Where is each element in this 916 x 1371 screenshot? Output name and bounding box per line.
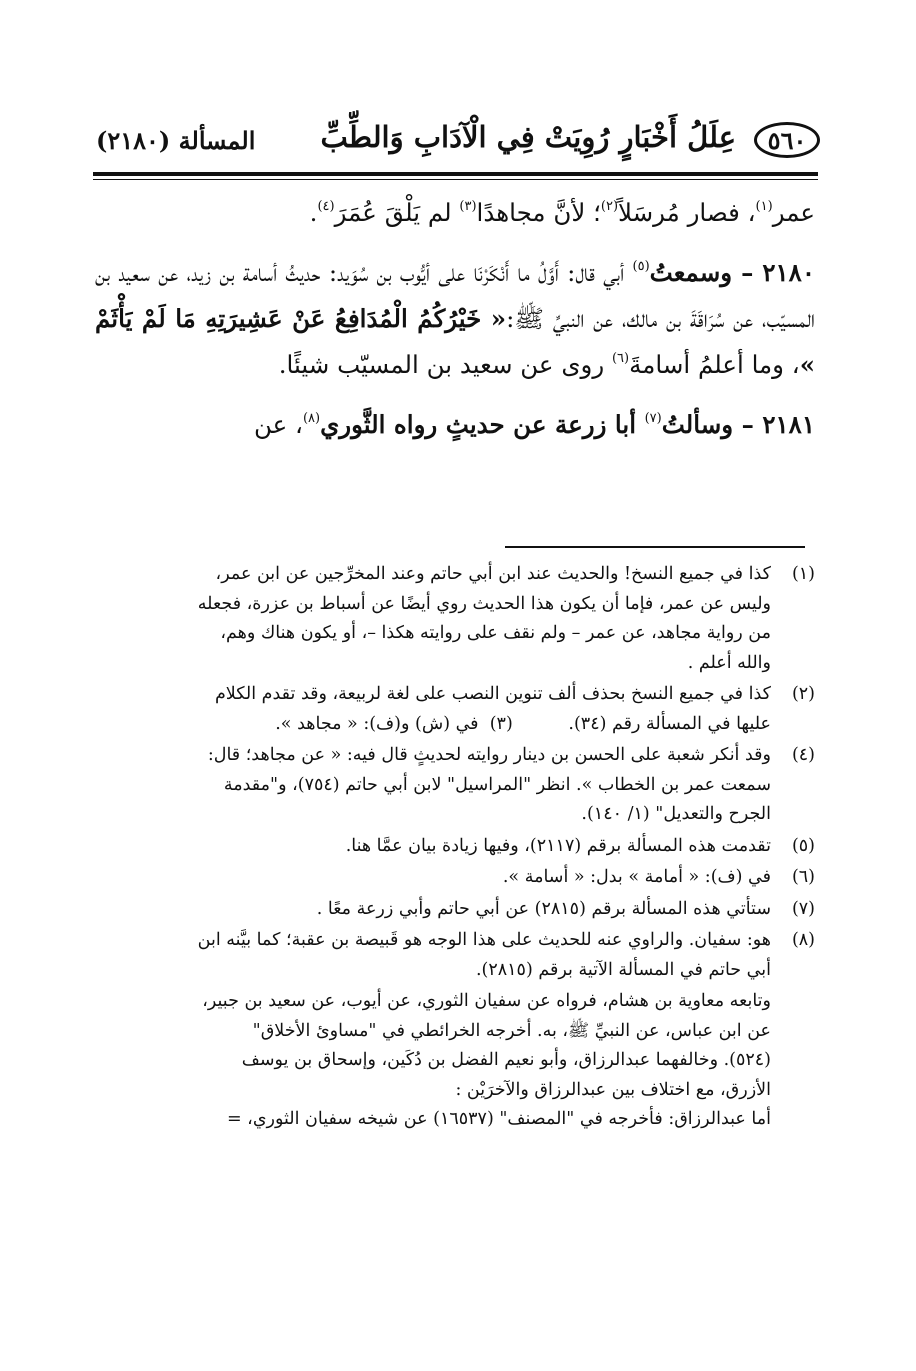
issue-2181-number: ٢١٨١ – وسألتُ — [661, 410, 815, 439]
footnote-5: (٥) تقدمت هذه المسألة برقم (٢١١٧)، وفيها زيادة بيان عمَّا هنا. — [95, 832, 815, 862]
footnote-ref-6[interactable]: (٦) — [611, 351, 630, 366]
header-rule-thin — [93, 179, 818, 180]
footnote-ref-8[interactable]: (٨) — [302, 411, 321, 426]
footnote-number: (٤) — [791, 745, 815, 765]
text-line-1: عمر$^{(١)}$، فصار مُرسَلاً$^{(٢)}$؛ لأنَّ مجاهدًا$^{(٣)}$ لم يَلْقَ عُمَرَ$^{(٤)}$. — [309, 198, 815, 227]
page-number-text: ٥٦٠ — [767, 125, 807, 155]
footnote-ref-7[interactable]: (٧) — [644, 411, 662, 426]
issue-label: المسألة (٢١٨٠) — [96, 126, 256, 155]
footnote-number: (١) — [791, 564, 815, 584]
footnote-6: (٦) في (ف): « أمامة » بدل: « أسامة ». — [95, 863, 815, 893]
footnote-ref-1[interactable]: (١) — [755, 199, 773, 214]
page-header — [90, 118, 820, 166]
hadith-text: « خَيْرُكُمُ الْمُدَافِعُ عَنْ عَشِيرَتِهِ مَا لَمْ يَأْثَمْ » — [95, 304, 815, 379]
footnote-3: (٣) في (ش) و(ف): « مجاهد ». — [275, 713, 513, 734]
footnote-4: (٤) وقد أنكر شعبة على الحسن بن دينار روايته لحديثٍ قال فيه: « عن مجاهد؛ قال: سمعت عمر بن الخطاب ». انظر "المراسيل" لابن أبي حاتم (٧٥٤)، و"مقدمة الجرح والتعديل" (١/ ١٤٠). — [95, 741, 815, 830]
footnote-number: (٧) — [791, 898, 815, 919]
issue-2180-number: ٢١٨٠ – وسمعتُ — [649, 258, 815, 287]
main-text — [95, 190, 815, 448]
page-number — [754, 122, 820, 158]
footnote-number: (٨) — [791, 930, 815, 950]
footnote-7: (٧) ستأتي هذه المسألة برقم (٢٨١٥) عن أبي حاتم وأبي زرعة معًا . — [95, 895, 815, 925]
footnote-2: (٢) كذا في جميع النسخ بحذف ألف تنوين النصب على لغة لربيعة، وقد تقدم الكلام عليها في المسألة رقم (٣٤). (٣) في (ش) و(ف): « مجاهد ». — [95, 680, 815, 739]
footnote-ref-3[interactable]: (٣) — [459, 199, 477, 214]
footnote-8: (٨) هو: سفيان. والراوي عنه للحديث على هذا الوجه هو قَبيصة بن عقبة؛ كما بيَّنه ابن أبي حاتم في المسألة الآتية برقم (٢٨١٥). — [95, 926, 815, 985]
header-rule-thick — [93, 172, 818, 176]
footnote-separator — [505, 546, 805, 548]
footnote-ref-4[interactable]: (٤) — [317, 199, 335, 214]
footnote-number: (٣) — [489, 713, 513, 734]
footnote-number: (٦) — [791, 867, 815, 887]
footnote-1: (١) كذا في جميع النسخ! والحديث عند ابن أبي حاتم وعند المخرِّجين عن ابن عمر، وليس عن عمر، فإما أن يكون هذا الحديث روي أيضًا عن أسباط بن عزرة، فجعله من رواية مجاهد، عن عمر – ولم نقف على روايته هكذا –، أو يكون هناك وهم، والله أعلم . — [95, 560, 815, 678]
issue-2181: ٢١٨١ – وسألتُ$^{(٧)}$ أبا زرعة عن حديثٍ رواه الثَّوري$^{(٨)}$، عن — [253, 410, 815, 439]
footnote-ref-5[interactable]: (٥) — [632, 259, 650, 274]
issue-2180: ٢١٨٠ – وسمعتُ$^{(٥)}$ أبي قال: أَوَّلُ ما أَنْكَرْنَا على أيُّوب بن سُوَيد: حديثُ أسامة بن زيد، عن سعيد بن المسيّب، عن سُرَاقَةَ بن مالك، عن النبيِّ ﷺ:« خَيْرُكُمُ الْمُدَافِعُ عَنْ عَشِيرَتِهِ مَا لَمْ يَأْثَمْ »، وما أعلمُ أسامةَ$^{(٦)}$ روى عن سعيد بن المسيّب شيئًا. — [95, 258, 815, 379]
footnotes — [95, 560, 815, 1135]
running-title: عِلَلُ أَخْبَارٍ رُوِيَتْ فِي الْآدَابِ وَالطِّبِّ — [320, 120, 736, 154]
footnote-8-continuation: وتابعه معاوية بن هشام، فرواه عن سفيان الثوري، عن أيوب، عن سعيد بن جبير، عن ابن عباس، عن النبيِّ ﷺ، به. أخرجه الخرائطي في "مساوئ الأخلاق" (٥٢٤). وخالفهما عبدالرزاق، وأبو نعيم الفضل بن دُكَين، وإسحاق بن يوسف الأزرق، مع اختلاف بين عبدالرزاق والآخرَيْن : أما عبدالرزاق: فأخرجه في "المصنف" (١٦٥٣٧) عن شيخه سفيان الثوري، = — [202, 991, 771, 1129]
footnote-ref-2[interactable]: (٢) — [600, 199, 619, 214]
footnote-number: (٢) — [791, 684, 815, 704]
footnote-number: (٥) — [791, 835, 815, 856]
